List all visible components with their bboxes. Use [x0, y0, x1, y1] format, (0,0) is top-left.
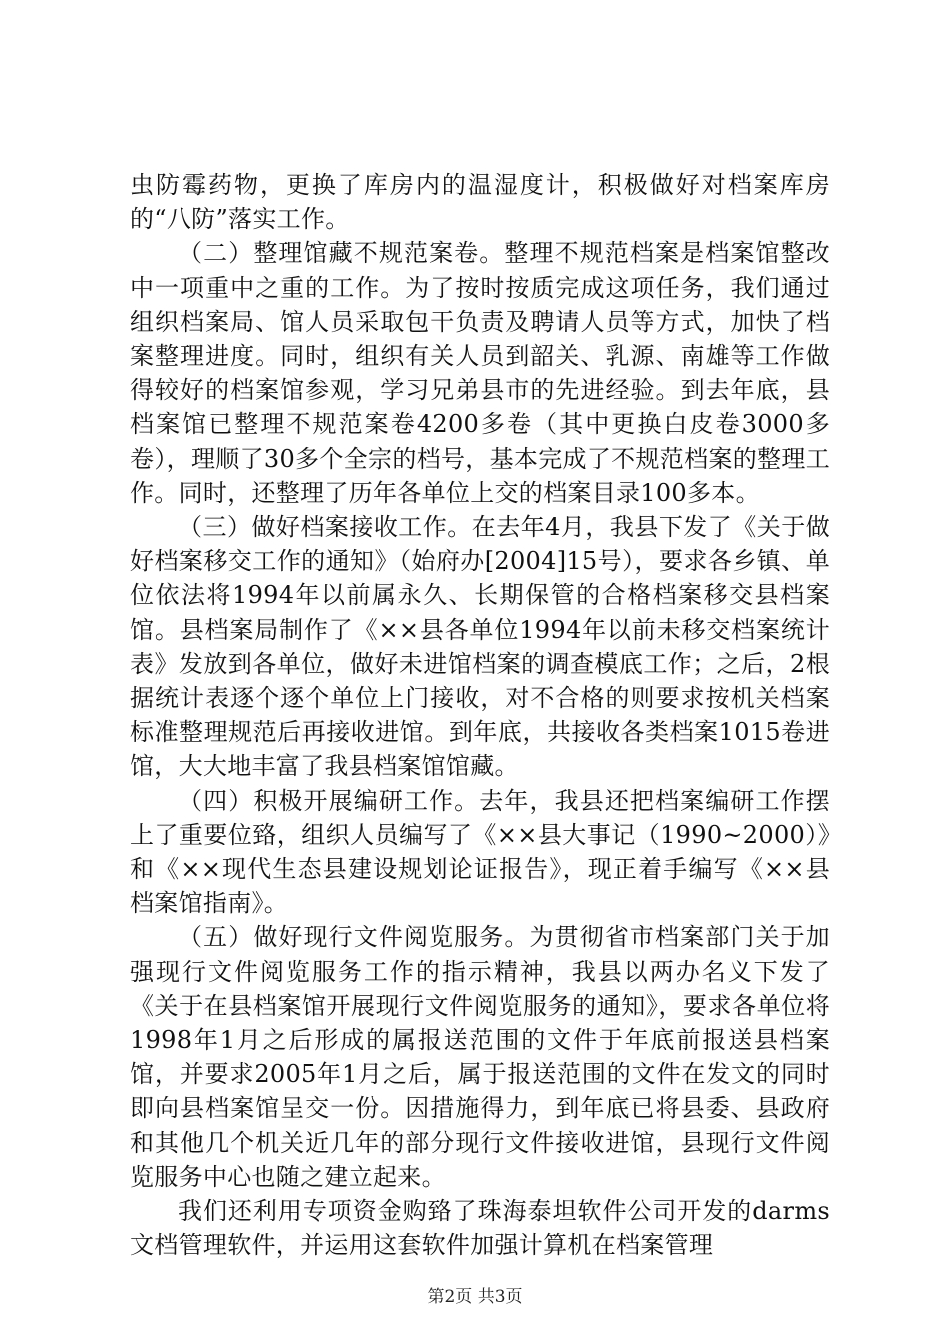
- document-body: [130, 168, 830, 1263]
- page-number: 第2页 共3页: [427, 1287, 523, 1307]
- paragraph-section-5: （五）做好现行文件阅览服务。为贯彻省市档案部门关于加强现行文件阅览服务工作的指示精神，我县以两办名义下发了《关于在县档案馆开展现行文件阅览服务的通知》，要求各单位将1998年1月之后形成的属报送范围的文件于年底前报送县档案馆，并要求2005年1月之后，属于报送范围的文件在发文的同时即向县档案馆呈交一份。因措施得力，到年底已将县委、县政府和其他几个机关近几年的部分现行文件接收进馆，县现行文件阅览服务中心也随之建立起来。: [130, 923, 830, 1191]
- paragraph-continuation: 虫防霉药物，更换了库房内的温湿度计，积极做好对档案库房的“八防”落实工作。: [130, 171, 830, 234]
- paragraph-section-4: （四）积极开展编研工作。去年，我县还把档案编研工作摆上了重要位臵，组织人员编写了《××县大事记（1990~2000）》和《××现代生态县建设规划论证报告》，现正着手编写《××县档案馆指南》。: [130, 786, 830, 918]
- paragraph-software: 我们还利用专项资金购臵了珠海泰坦软件公司开发的darms文档管理软件，并运用这套软件加强计算机在档案管理: [130, 1197, 830, 1260]
- paragraph-section-2: （二）整理馆藏不规范案卷。整理不规范档案是档案馆整改中一项重中之重的工作。为了按时按质完成这项任务，我们通过组织档案局、馆人员采取包干负责及聘请人员等方式，加快了档案整理进度。同时，组织有关人员到韶关、乳源、南雄等工作做得较好的档案馆参观，学习兄弟县市的先进经验。到去年底，县档案馆已整理不规范案卷4200多卷（其中更换白皮卷3000多卷），理顺了30多个全宗的档号，基本完成了不规范档案的整理工作。同时，还整理了历年各单位上交的档案目录100多本。: [130, 239, 830, 507]
- paragraph-section-3: （三）做好档案接收工作。在去年4月，我县下发了《关于做好档案移交工作的通知》（始府办[2004]15号），要求各乡镇、单位依法将1994年以前属永久、长期保管的合格档案移交县档案馆。县档案局制作了《××县各单位1994年以前未移交档案统计表》发放到各单位，做好未进馆档案的调查模底工作；之后，2根据统计表逐个逐个单位上门接收，对不合格的则要求按机关档案标准整理规范后再接收进馆。到年底，共接收各类档案1015卷进馆，大大地丰富了我县档案馆馆藏。: [130, 513, 830, 781]
